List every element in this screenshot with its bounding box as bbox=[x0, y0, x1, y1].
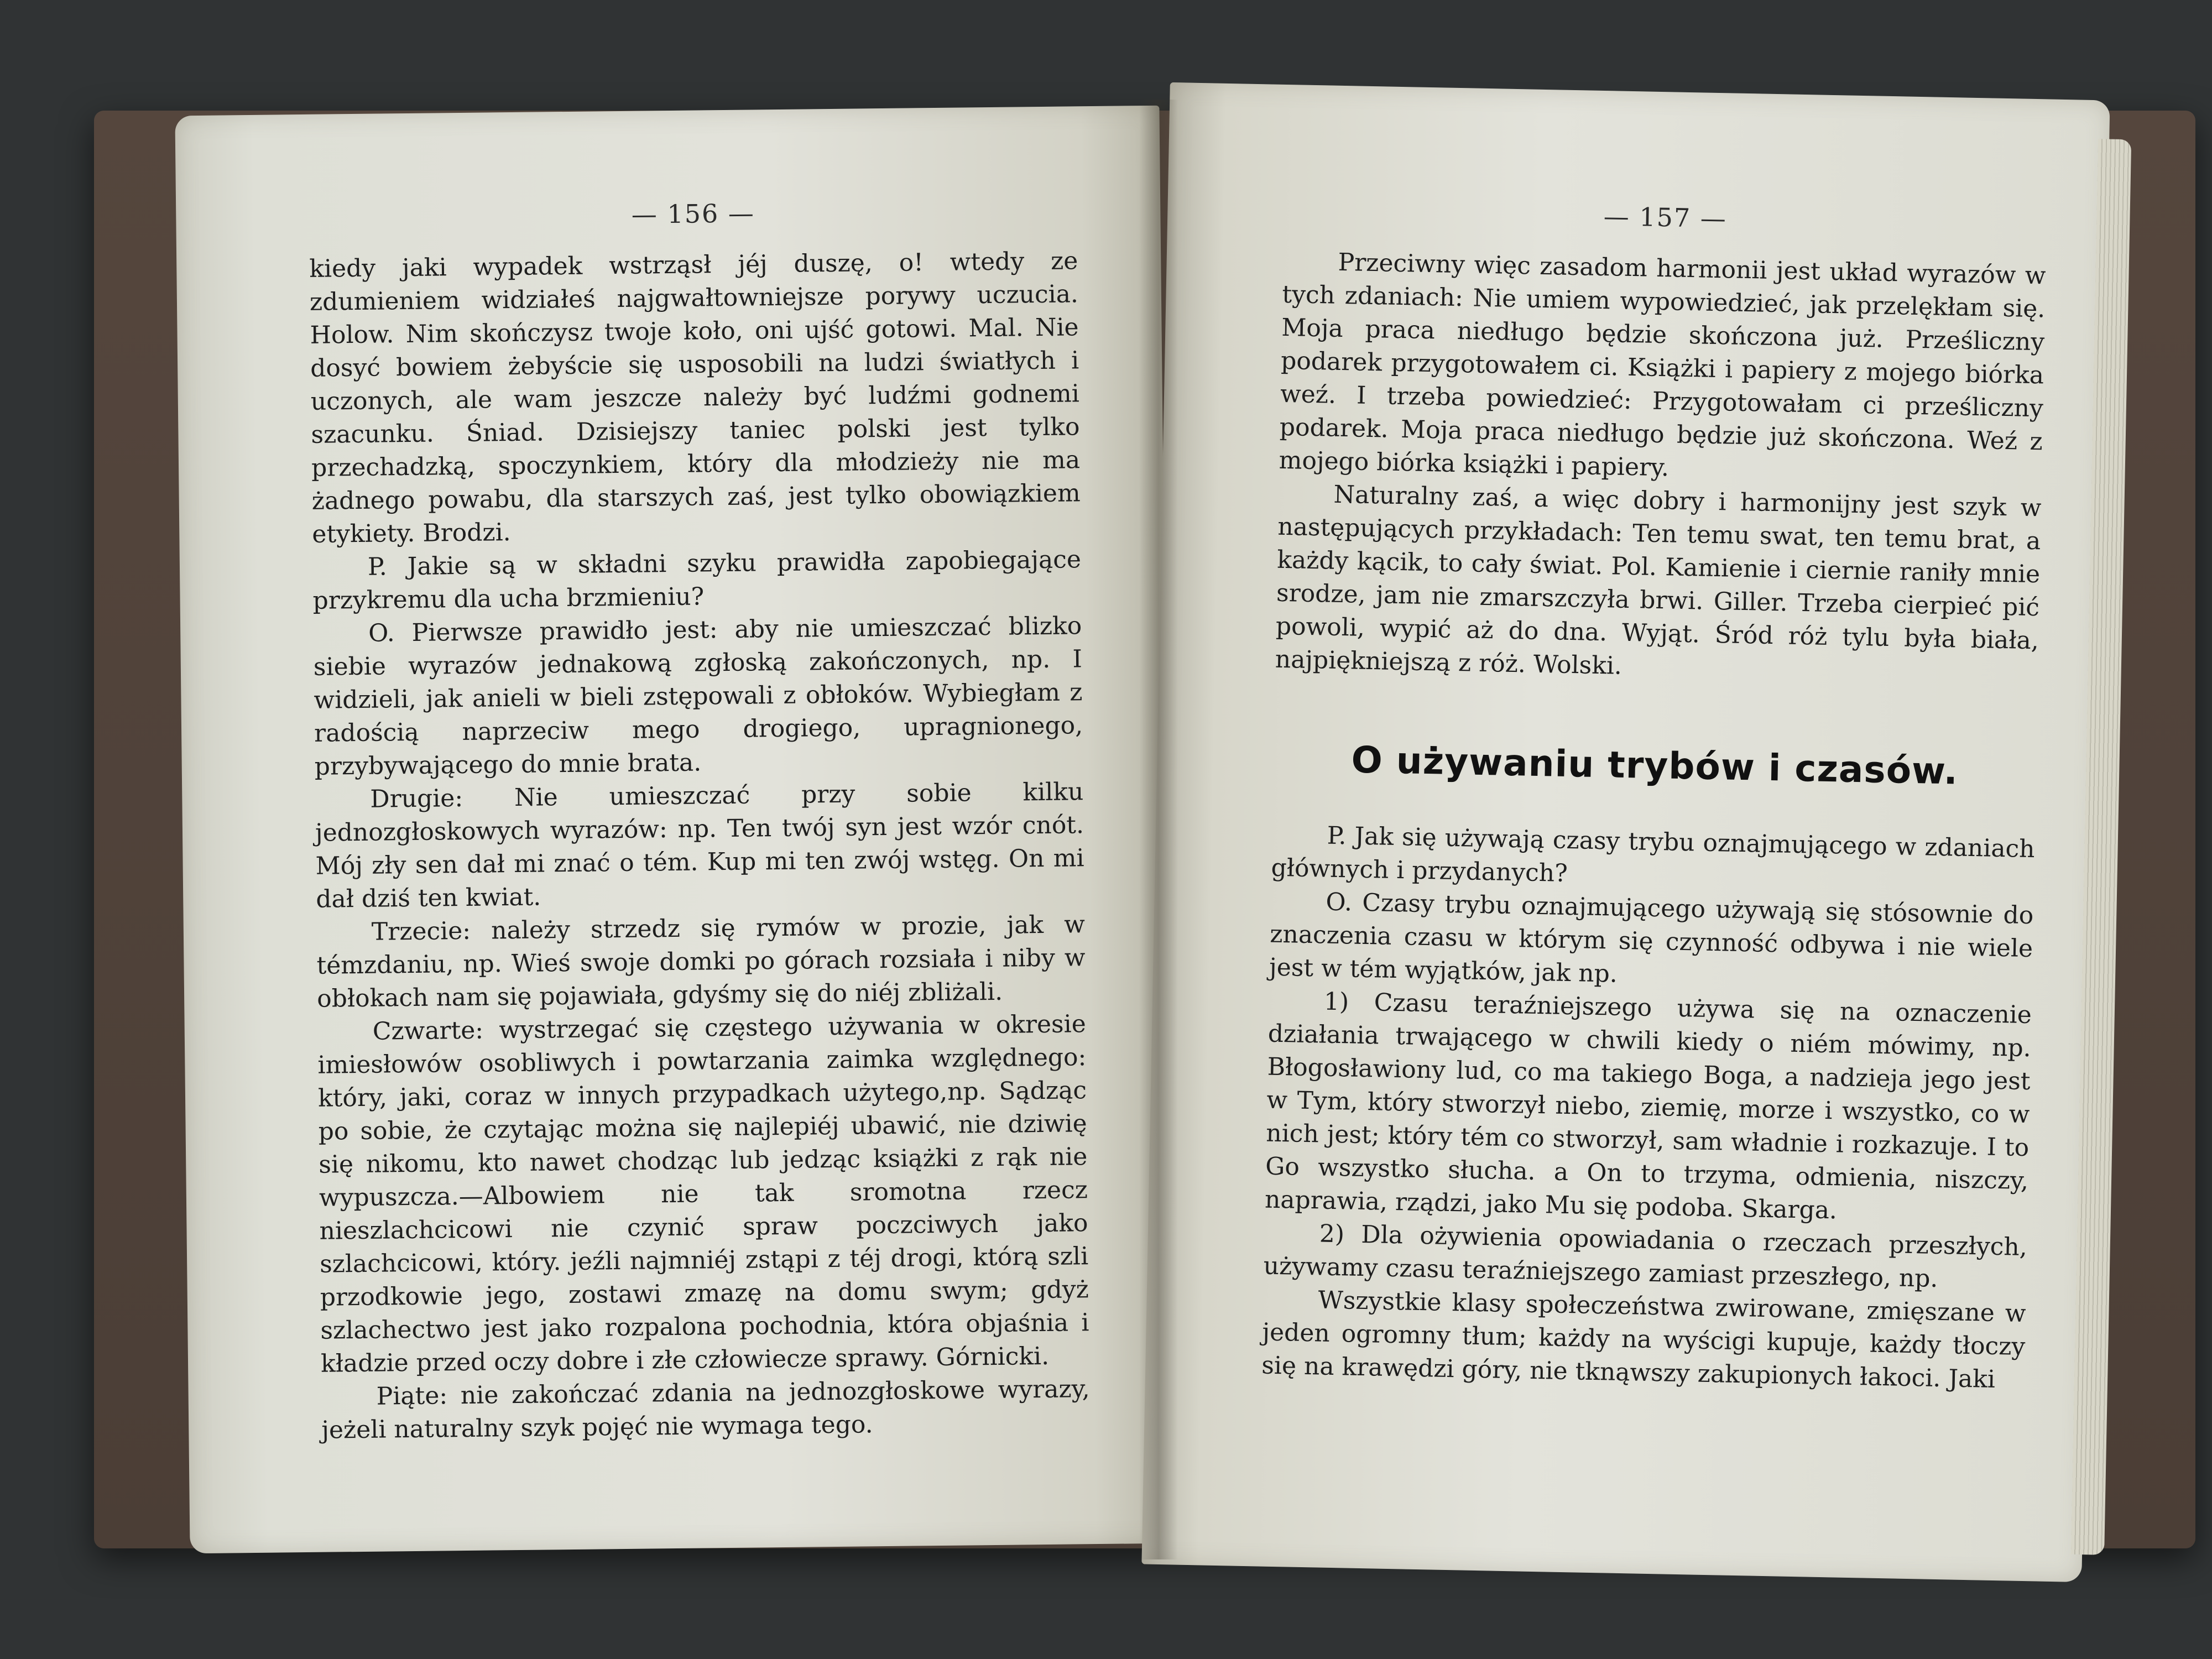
paragraph: 2) Dla ożywienia opowiadania o rzeczach przeszłych, używamy czasu teraźniejszego zamiast przeszłego, np. bbox=[1263, 1219, 2028, 1293]
paragraph: Piąte: nie zakończać zdania na jednozgłoskowe wyrazy, jeżeli naturalny szyk pojęć nie wymaga tego. bbox=[321, 1375, 1090, 1444]
paragraph: 1) Czasu teraźniejszego używa się na oznaczenie działania trwającego w chwili kiedy o niém mówimy, np. Błogosławiony lud, co ma takiego Boga, a nadzieja jego jest w Tym, który stworzył niebo, ziemię, morze i wszystko, co w nich jest; który tém co stworzył, sam władnie i rozkazuje. I to Go wszystko słucha. a On to trzyma, odmienia, niszczy, naprawia, rządzi, jako Mu się podoba. Skarga. bbox=[1264, 987, 2032, 1225]
right-page-content bbox=[1261, 195, 2047, 1397]
section-heading: O używaniu trybów i czasów. bbox=[1350, 738, 1959, 793]
left-page-content bbox=[309, 195, 1090, 1447]
paragraph: O. Czasy trybu oznajmującego używają się stósownie do znaczenia czasu w którym się czynność odbywa i nie wiele jest w tém wyjątków, jak np. bbox=[1269, 888, 2034, 988]
paragraph: kiedy jaki wypadek wstrząsł jéj duszę, o! wtedy ze zdumieniem widziałeś najgwałtowniejsze porywy uczucia. Holow. Nim skończysz twoje koło, oni ujść gotowi. Mal. Nie dosyć bowiem żebyście się usposobili na ludzi światłych i uczonych, ale wam jeszcze należy być ludźmi godnemi szacunku. Śniad. Dzisiejszy taniec polski jest tylko przechadzką, spoczynkiem, który dla młodzieży nie ma żadnego powabu, dla starszych zaś, jest tylko obowiązkiem etykiety. Brodzi. bbox=[309, 247, 1081, 549]
left-page bbox=[175, 106, 1174, 1553]
paragraph: P. Jakie są w składni szyku prawidła zapobiegające przykremu dla ucha brzmieniu? bbox=[312, 545, 1082, 615]
paragraph: Czwarte: wystrzegać się częstego używania w okresie imiesłowów osobliwych i powtarzania zaimka względnego: który, jaki, coraz w innych przypadkach użytego,np. Sądząc po sobie, że czytając można się najlepiéj ubawić, nie dziwię się nikomu, kto nawet chodząc lub jedząc książki z rąk nie wypuszcza.—Albowiem nie tak sromotna rzecz nieszlachcicowi nie czynić spraw poczciwych jako szlachcicowi, który. jeźli najmniéj zstąpi z téj drogi, którą szli przodkowie jego, zostawi zmazę na domu swym; gdyż szlachectwo jest jako rozpalona pochodnia, która objaśnia i kładzie przed oczy dobre i złe człowiecze sprawy. Górnicki. bbox=[317, 1010, 1089, 1378]
paragraph: Przeciwny więc zasadom harmonii jest układ wyrazów w tych zdaniach: Nie umiem wypowiedzieć, jak przelękłam się. Moja praca niedługo będzie skończona już. Prześliczny podarek przygotowałem ci. Książki i papiery z mojego biórka weź. I trzeba powiedzieć: Przygotowałam ci prześliczny podarek. Moja praca niedługo będzie już skończona. Weź z mojego biórka książki i papiery. bbox=[1279, 248, 2046, 482]
book-gutter bbox=[1139, 100, 1178, 1559]
paragraph: Naturalny zaś, a więc dobry i harmonijny jest szyk w następujących przykładach: Ten temu swat, ten temu brat, a każdy kącik, to cały świat. Pol. Kamienie i ciernie raniły mnie srodze, jam nie zmarszczyła brwi. Giller. Trzeba cierpieć pić powoli, wypić aż do dna. Wyjąt. Śród róż tylu była biała, najpiękniejszą z róż. Wolski. bbox=[1275, 480, 2042, 680]
paragraph: O. Pierwsze prawidło jest: aby nie umieszczać blizko siebie wyrazów jednakową zgłoską zakończonych, np. I widzieli, jak anieli w bieli zstępowali z obłoków. Wybiegłam z radością naprzeciw mego drogiego, upragnionego, przybywającego do mnie brata. bbox=[313, 612, 1083, 781]
left-page-text bbox=[309, 244, 1091, 1447]
left-page-number: — 156 — bbox=[631, 198, 755, 229]
right-page bbox=[1141, 82, 2110, 1582]
paragraph: Wszystkie klasy społeczeństwa zwirowane, zmięszane w jeden ogromny tłum; każdy na wyścigi kupuje, każdy tłoczy się na krawędzi góry, nie tknąwszy zakupionych łakoci. Jaki bbox=[1261, 1286, 2026, 1394]
paragraph: Drugie: Nie umieszczać przy sobie kilku jednozgłoskowych wyrazów: np. Ten twój syn jest wzór cnót. Mój zły sen dał mi znać o tém. Kup mi ten zwój wstęg. On mi dał dziś ten kwiat. bbox=[315, 778, 1084, 914]
paragraph: Trzecie: należy strzedz się rymów w prozie, jak w témzdaniu, np. Wieś swoje domki po górach rozsiała i niby w obłokach nam się pojawiała, gdyśmy się do niéj zbliżali. bbox=[316, 910, 1086, 1013]
right-page-text bbox=[1275, 245, 2046, 691]
right-page-text-after bbox=[1261, 818, 2035, 1397]
paragraph: P. Jak się używają czasy trybu oznajmującego w zdaniach głównych i przydanych? bbox=[1271, 821, 2036, 888]
right-page-number: — 157 — bbox=[1603, 201, 1728, 234]
